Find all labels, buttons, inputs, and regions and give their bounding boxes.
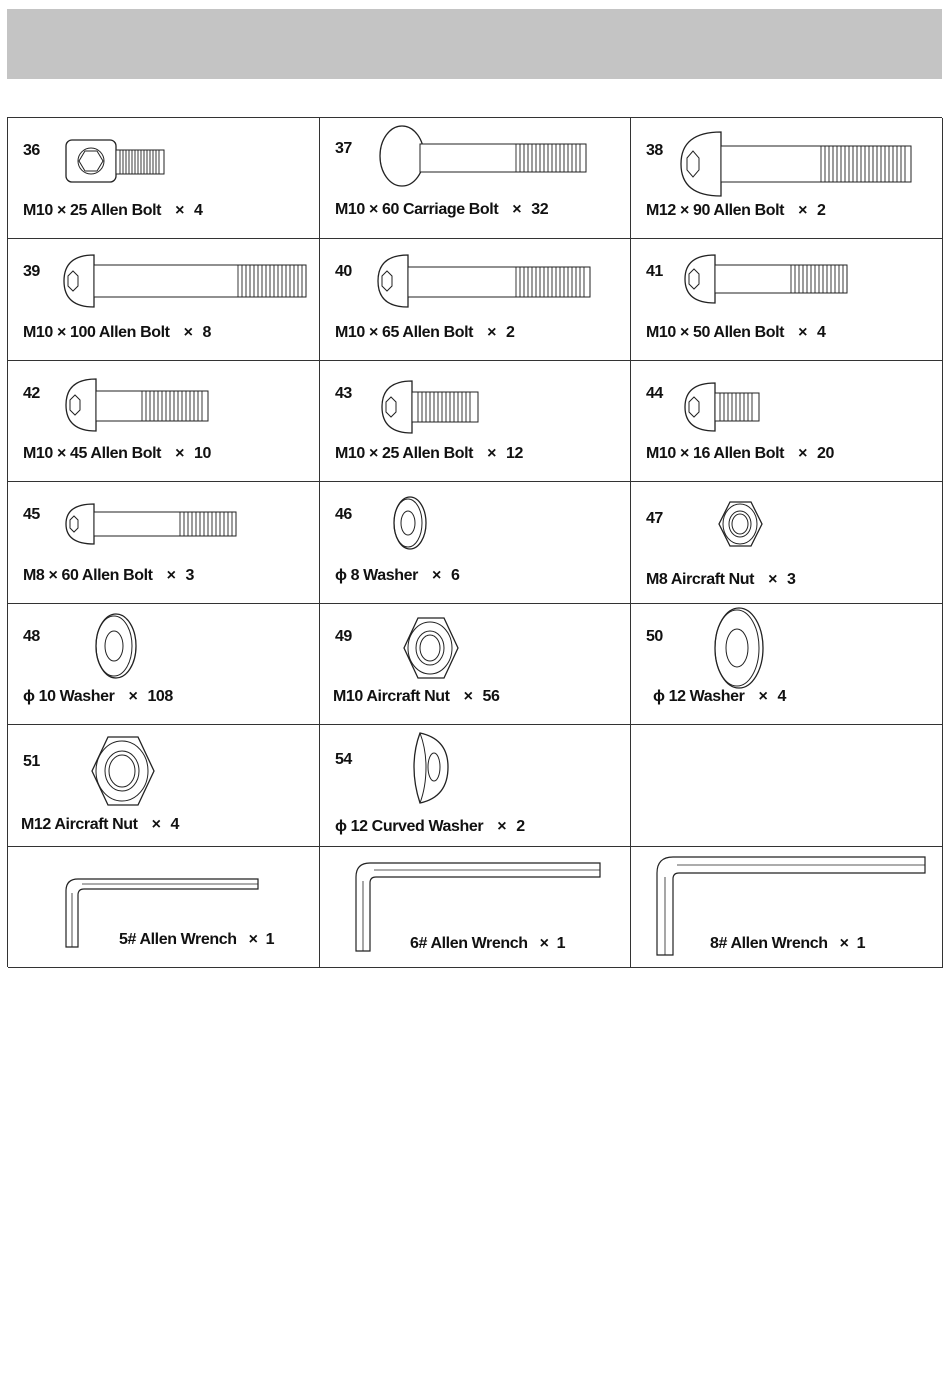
times-symbol: × (758, 688, 768, 706)
part-qty: 4 (170, 815, 180, 833)
part-cell-45 (8, 482, 320, 603)
aircraft-nut-icon (320, 604, 631, 725)
part-spec: ϕ 8 Washer (335, 566, 418, 584)
part-number: 42 (23, 384, 40, 402)
part-label (335, 324, 515, 342)
times-symbol: × (183, 323, 193, 341)
part-qty: 4 (777, 688, 786, 706)
part-cell-38 (631, 118, 943, 239)
times-symbol: × (432, 566, 441, 584)
part-number: 48 (23, 627, 40, 645)
part-cell-40 (320, 239, 631, 360)
part-number: 46 (335, 506, 352, 524)
part-spec: M10 × 16 Allen Bolt (646, 445, 785, 463)
times-symbol: × (539, 934, 549, 952)
wrench-spec: 5# Allen Wrench (119, 930, 237, 948)
part-spec: M10 × 25 Allen Bolt (23, 202, 162, 220)
part-cell-48 (8, 604, 320, 725)
part-label (333, 688, 500, 706)
times-symbol: × (463, 688, 473, 706)
part-label (335, 818, 525, 836)
wrench-qty: 1 (265, 930, 275, 948)
times-symbol: × (798, 323, 808, 341)
part-cell-41 (631, 239, 943, 360)
part-label (646, 445, 834, 463)
part-spec: M12 Aircraft Nut (21, 815, 138, 833)
part-cell-39 (8, 239, 320, 360)
times-symbol: × (175, 445, 185, 463)
wrench-qty: 1 (556, 934, 566, 952)
part-qty: 108 (147, 688, 173, 706)
part-label (335, 201, 548, 219)
button-head-bolt-icon (8, 361, 320, 482)
part-qty: 4 (194, 202, 203, 220)
part-cell-36 (8, 118, 320, 239)
part-qty: 3 (185, 566, 195, 584)
part-spec: M10 × 50 Allen Bolt (646, 323, 785, 341)
part-cell-43 (320, 361, 631, 482)
part-qty: 8 (202, 323, 212, 341)
part-number: 43 (335, 384, 352, 402)
times-symbol: × (497, 817, 507, 835)
wrench-cell-8 (631, 847, 943, 968)
washer-icon (8, 604, 320, 725)
part-number: 38 (646, 142, 663, 159)
washer-icon (320, 482, 631, 603)
hardware-parts-table (7, 117, 942, 967)
part-qty: 2 (506, 323, 515, 341)
times-symbol: × (768, 570, 778, 588)
part-qty: 2 (516, 817, 525, 835)
button-head-bolt-icon (631, 361, 943, 482)
button-head-bolt-icon (320, 361, 631, 482)
part-number: 49 (335, 627, 352, 645)
part-number: 51 (23, 753, 40, 771)
part-label (23, 202, 203, 220)
part-spec: ϕ 12 Washer (653, 688, 745, 706)
part-spec: M8 × 60 Allen Bolt (23, 566, 153, 584)
part-label (21, 816, 179, 834)
wrench-label (710, 935, 865, 953)
part-number: 39 (23, 263, 40, 281)
button-head-bolt-icon (631, 118, 943, 239)
part-label (646, 202, 826, 220)
times-symbol: × (128, 688, 138, 706)
wrench-spec: 8# Allen Wrench (710, 934, 828, 952)
part-label (23, 445, 211, 463)
times-symbol: × (166, 566, 176, 584)
wrench-cell-5 (8, 847, 320, 968)
part-qty: 20 (817, 445, 835, 463)
part-label (23, 567, 194, 585)
part-cell-44 (631, 361, 943, 482)
part-spec: M10 × 60 Carriage Bolt (335, 201, 499, 219)
part-spec: M12 × 90 Allen Bolt (646, 202, 785, 220)
washer-icon (631, 604, 943, 725)
part-label (646, 571, 796, 589)
part-number: 37 (335, 140, 352, 157)
button-head-bolt-icon (320, 239, 631, 360)
part-number: 54 (335, 751, 352, 769)
wrench-spec: 6# Allen Wrench (410, 934, 528, 952)
times-symbol: × (839, 934, 849, 952)
part-number: 41 (646, 263, 663, 281)
times-symbol: × (248, 930, 258, 948)
part-cell-46 (320, 482, 631, 603)
times-symbol: × (487, 445, 497, 463)
part-label (23, 324, 211, 342)
part-spec: ϕ 12 Curved Washer (335, 817, 484, 835)
header-bar (7, 9, 942, 79)
part-label (646, 324, 826, 342)
part-label (23, 688, 173, 706)
part-label (335, 445, 523, 463)
part-qty: 2 (817, 202, 826, 220)
part-number: 47 (646, 510, 663, 528)
part-cell-47 (631, 482, 943, 603)
part-spec: M10 Aircraft Nut (333, 688, 450, 706)
part-spec: M10 × 25 Allen Bolt (335, 445, 474, 463)
times-symbol: × (151, 815, 161, 833)
empty-cell (631, 725, 943, 846)
times-symbol: × (798, 445, 808, 463)
part-number: 36 (23, 142, 40, 159)
wrench-label (119, 931, 274, 949)
carriage-bolt-icon (320, 118, 631, 239)
times-symbol: × (175, 202, 185, 220)
part-label (335, 567, 459, 585)
button-head-bolt-icon (8, 482, 320, 603)
socket-head-bolt-icon (8, 118, 320, 239)
button-head-bolt-icon (631, 239, 943, 360)
part-qty: 32 (531, 201, 549, 219)
times-symbol: × (487, 323, 497, 341)
part-qty: 10 (194, 445, 212, 463)
part-spec: M8 Aircraft Nut (646, 570, 755, 588)
part-number: 44 (646, 384, 663, 402)
part-cell-50 (631, 604, 943, 725)
allen-wrench-icon (8, 847, 320, 968)
part-cell-51 (8, 725, 320, 846)
wrench-label (410, 935, 565, 953)
part-cell-54 (320, 725, 631, 846)
times-symbol: × (798, 202, 808, 220)
part-cell-37 (320, 118, 631, 239)
part-qty: 12 (506, 445, 524, 463)
wrench-cell-6 (320, 847, 631, 968)
part-spec: M10 × 100 Allen Bolt (23, 323, 170, 341)
part-qty: 6 (450, 566, 460, 584)
wrench-qty: 1 (856, 934, 866, 952)
part-number: 45 (23, 506, 40, 524)
part-spec: M10 × 65 Allen Bolt (335, 323, 474, 341)
part-number: 50 (646, 627, 663, 645)
part-qty: 56 (482, 688, 500, 706)
part-qty: 4 (817, 323, 826, 341)
part-number: 40 (335, 263, 352, 281)
times-symbol: × (512, 201, 522, 219)
part-label (653, 688, 786, 706)
part-cell-42 (8, 361, 320, 482)
button-head-bolt-icon (8, 239, 320, 360)
part-spec: ϕ 10 Washer (23, 688, 115, 706)
part-cell-49 (320, 604, 631, 725)
part-qty: 3 (787, 570, 796, 588)
part-spec: M10 × 45 Allen Bolt (23, 445, 162, 463)
